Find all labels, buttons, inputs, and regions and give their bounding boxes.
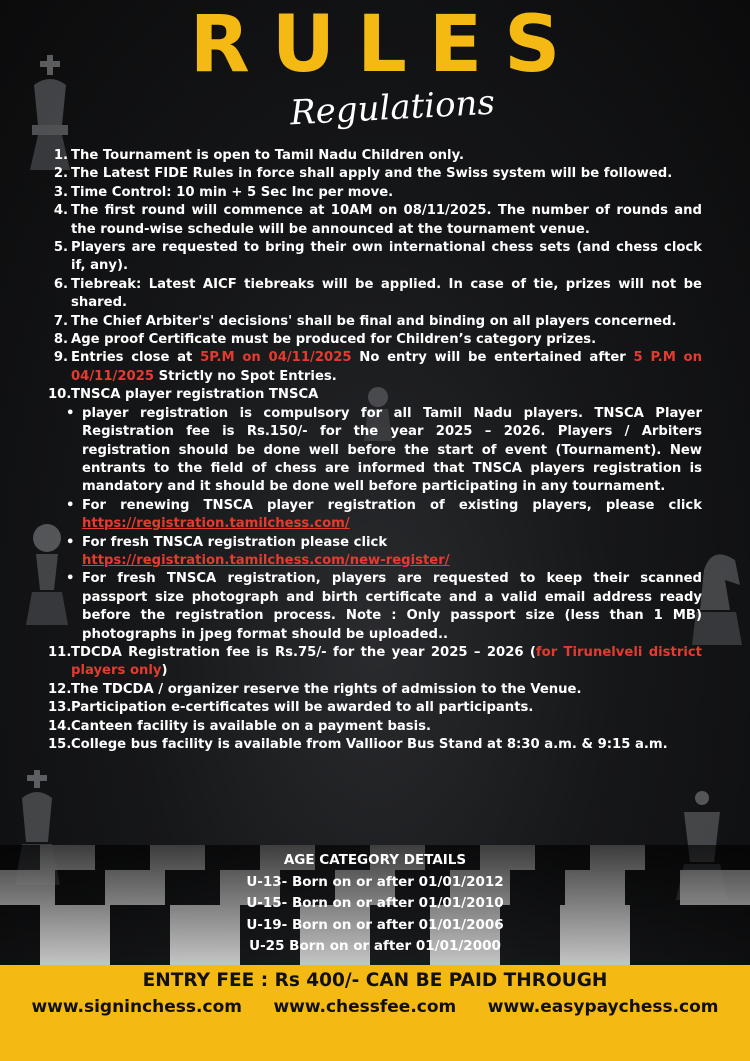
rule-text: The first round will commence at 10AM on 08/11/2025. The number of rounds and the round-wise schedule will be announced at the tournament venue. [71,203,702,237]
rule-number: 11. [48,644,72,660]
bullet-icon: • [66,571,75,587]
rule-number: 12. [48,681,72,697]
rule-text: TDCDA Registration fee is Rs.75/- for the year 2025 – 2026 ( [71,644,536,660]
page-subtitle: Regulations [289,82,496,134]
rule-body [71,386,702,404]
rule-item [48,736,702,754]
bullet-text [82,405,702,497]
rule-body [71,165,702,183]
rule-body [71,349,702,386]
rule-item [48,147,702,165]
payment-sites [0,997,750,1017]
rule-text: Strictly no Spot Entries. [154,368,337,384]
registration-link[interactable]: https://registration.tamilchess.com/ [82,516,350,532]
rule-item [48,202,702,239]
entry-fee-title: ENTRY FEE : Rs 400/- CAN BE PAID THROUGH [142,970,608,991]
rule-bullet [66,497,702,534]
rule-item [48,184,702,202]
rule-text: The Tournament is open to Tamil Nadu Children only. [71,148,464,163]
rule-text: The Latest FIDE Rules in force shall apply and the Swiss system will be followed. [71,166,673,182]
rule-text: College bus facility is available from Vallioor Bus Stand at 8:30 a.m. & 9:15 a.m. [71,737,668,752]
rule-body [71,718,702,736]
rule-number: 4. [53,203,68,219]
age-category-item: U-15- Born on or after 01/01/2010 [246,895,504,911]
rule-text: For renewing TNSCA player registration of existing players, please click [82,497,702,513]
rule-bullet [66,534,702,571]
rule-text: The Chief Arbiter's' decisions' shall be final and binding on all players concerned. [71,313,677,329]
rule-number: 1. [53,148,68,163]
bullet-icon: • [66,534,75,550]
age-category-item: U-19- Born on or after 01/01/2006 [246,916,504,933]
highlight-text: 5P.M on 04/11/2025 [200,350,352,366]
rule-item [48,276,702,313]
rule-text: Participation e-certificates will be awarded to all participants. [71,700,534,716]
rule-body [71,331,702,349]
rule-body [71,736,702,754]
rule-body [71,147,702,165]
bullet-icon: • [66,497,75,513]
rule-text: Entries close at [71,350,201,366]
rule-text: ) [161,663,168,679]
rule-number: 15. [48,737,72,752]
rule-body [71,184,702,202]
rule-item [48,699,702,717]
rule-item [48,331,702,349]
page-title: RULES [189,0,583,90]
rule-item [48,644,702,681]
rule-item [48,681,702,699]
rule-number: 5. [53,240,68,256]
age-category-item: U-13- Born on or after 01/01/2012 [246,873,504,890]
rule-item [48,386,702,404]
rule-item [48,165,702,183]
highlight-text: for Tirunelveli district players only [71,644,702,679]
rule-text: Age proof Certificate must be produced for Children’s category prizes. [71,332,597,348]
rule-text: The TDCDA / organizer reserve the rights of admission to the Venue. [71,681,582,697]
rule-number: 8. [53,332,68,348]
rule-body [71,644,702,681]
age-category-heading: AGE CATEGORY DETAILS [283,852,467,868]
rule-body [71,313,702,331]
rule-number: 14. [48,718,72,734]
rule-number: 13. [48,700,72,716]
rule-body [71,202,702,239]
registration-link[interactable]: https://registration.tamilchess.com/new-register/ [82,552,450,568]
rule-item [48,313,702,331]
rule-item [48,349,702,386]
bullet-text [82,497,702,534]
age-category-item: U-25 Born on or after 01/01/2000 [249,938,501,954]
age-category-section [0,850,750,958]
rule-text: No entry will be entertained after [351,350,634,366]
rules-list [48,147,702,754]
rule-body [71,681,702,699]
rule-number: 2. [53,166,68,182]
rule-text: player registration is compulsory for all Tamil Nadu players. TNSCA Player Registration fee is Rs.150/- for the year 2025 – 2026. Players / Arbiters registration should be done well before the start of event (Tournament). New entrants to the field of chess are informed that TNSCA players registration is mandatory and it should be done well before participating in any tournament. [82,405,702,495]
rule-number: 9. [53,350,68,366]
rule-number: 7. [53,313,68,329]
rule-body [71,699,702,717]
rule-text: For fresh TNSCA registration please click [82,534,388,550]
rule-body [71,239,702,276]
rule-number: 10. [48,387,72,403]
rule-text: For fresh TNSCA registration, players are requested to keep their scanned passport size photograph and birth certificate and a valid email address ready before the registration process. Note : Only passport size (less than 1 MB) photographs in jpeg format should be uploaded.. [82,571,702,642]
rule-text: TNSCA player registration TNSCA [71,387,319,403]
payment-site-link[interactable]: www.chessfee.com [273,997,457,1017]
bullet-text [82,534,702,571]
rule-text: Time Control: 10 min + 5 Sec Inc per move. [71,184,394,200]
rule-body [71,276,702,313]
rule-number: 3. [53,184,68,200]
payment-site-link[interactable]: www.easypaychess.com [487,997,719,1017]
rule-bullet [66,570,702,644]
rule-item [48,718,702,736]
rule-item [48,239,702,276]
bullet-icon: • [66,405,75,421]
rule-bullet [66,405,702,497]
bullet-text [82,570,702,644]
rule-text: Players are requested to bring their own international chess sets (and chess clock if, any). [71,240,702,274]
entry-fee-band [0,965,750,1061]
payment-site-link[interactable]: www.signinchess.com [31,997,242,1017]
rule-text: Canteen facility is available on a payment basis. [71,718,432,734]
rule-number: 6. [53,276,68,292]
rule-text: Tiebreak: Latest AICF tiebreaks will be applied. In case of tie, prizes will not be shared. [71,276,702,311]
highlight-text: 5 P.M on 04/11/2025 [71,350,702,384]
